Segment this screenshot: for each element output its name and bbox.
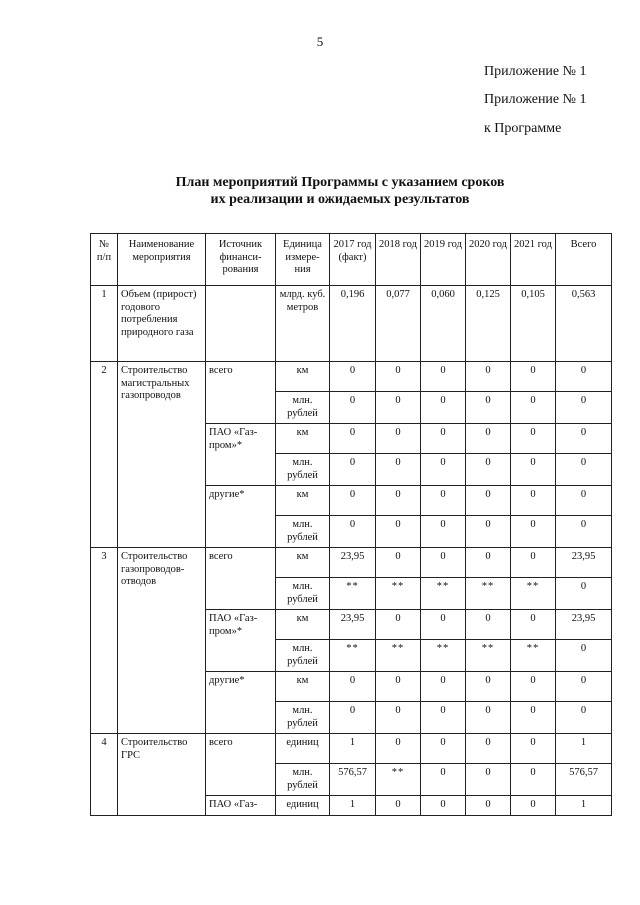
unit-cell: км [276,610,330,640]
value-total: 0 [556,702,612,734]
financing-source: всего [206,734,276,796]
value-2020: 0 [466,764,511,796]
activity-name: Строительство магистральных газопроводов [118,362,206,548]
value-2017: 23,95 [330,610,376,640]
value-2019: ** [421,640,466,672]
title-line-2: их реализации и ожидаемых результатов [210,192,470,207]
value-2017: ** [330,640,376,672]
activity-name: Строительство газопроводов-отводов [118,548,206,734]
value-2020: ** [466,640,511,672]
value-2018: 0 [376,362,421,392]
value-2019: 0 [421,796,466,816]
value-2017: 0 [330,454,376,486]
value-2018: 0 [376,610,421,640]
value-2019: 0 [421,362,466,392]
value-2020: 0 [466,672,511,702]
unit-cell: км [276,424,330,454]
value-2021: 0 [511,672,556,702]
row-num: 2 [91,362,118,548]
value-2020: 0 [466,548,511,578]
value-2017: 0 [330,424,376,454]
financing-source: другие* [206,672,276,734]
value-total: 1 [556,734,612,764]
value-2019: 0 [421,764,466,796]
header-source: Источник финанси-рования [206,234,276,286]
value-2021: 0 [511,548,556,578]
value-2021: 0 [511,702,556,734]
unit-cell: млрд. куб. метров [276,286,330,362]
unit-cell: единиц [276,796,330,816]
value-2018: 0,077 [376,286,421,362]
unit-cell: единиц [276,734,330,764]
value-2018: 0 [376,548,421,578]
header-2018: 2018 год [376,234,421,286]
unit-cell: млн. рублей [276,578,330,610]
activity-name: Объем (прирост) годового потребления природного газа [118,286,206,362]
value-2019: 0 [421,454,466,486]
value-2017: 0 [330,362,376,392]
table-row [91,734,612,764]
financing-source: всего [206,548,276,610]
appendix-label: Приложение № 1 [484,64,587,79]
header-2019: 2019 год [421,234,466,286]
value-2018: ** [376,640,421,672]
value-2018: ** [376,578,421,610]
value-2017: 1 [330,796,376,816]
value-2021: 0,105 [511,286,556,362]
value-2017: 0 [330,672,376,702]
value-2020: 0 [466,424,511,454]
value-2018: 0 [376,734,421,764]
value-2017: 576,57 [330,764,376,796]
unit-cell: км [276,548,330,578]
value-2019: 0 [421,548,466,578]
value-total: 0 [556,424,612,454]
header-2017: 2017 год (факт) [330,234,376,286]
value-2018: 0 [376,424,421,454]
value-2017: 0 [330,486,376,516]
value-total: 1 [556,796,612,816]
financing-source: всего [206,362,276,424]
value-total: 0 [556,640,612,672]
row-num: 3 [91,548,118,734]
value-2019: 0 [421,424,466,454]
value-2017: 1 [330,734,376,764]
value-total: 0 [556,516,612,548]
value-2018: 0 [376,486,421,516]
activity-name: Строительство ГРС [118,734,206,816]
value-2019: 0 [421,392,466,424]
appendix-program-label: к Программе [484,121,562,136]
value-2017: 0,196 [330,286,376,362]
header-2021: 2021 год [511,234,556,286]
value-total: 0 [556,392,612,424]
value-2019: 0 [421,734,466,764]
header-name: Наименование мероприятия [118,234,206,286]
value-2021: ** [511,640,556,672]
unit-cell: км [276,672,330,702]
value-2019: 0 [421,486,466,516]
unit-cell: млн. рублей [276,392,330,424]
value-2018: 0 [376,702,421,734]
value-2021: 0 [511,734,556,764]
unit-cell: млн. рублей [276,516,330,548]
page-number: 5 [316,34,324,49]
value-2021: 0 [511,486,556,516]
row-num: 1 [91,286,118,362]
value-2020: 0 [466,454,511,486]
value-2020: 0,125 [466,286,511,362]
table-header-row [91,234,612,286]
header-2020: 2020 год [466,234,511,286]
value-2020: 0 [466,610,511,640]
unit-cell: млн. рублей [276,702,330,734]
value-2019: 0 [421,702,466,734]
value-total: 0 [556,672,612,702]
value-2019: 0 [421,672,466,702]
appendix-label-repeat: Приложение № 1 [484,92,587,107]
value-2017: ** [330,578,376,610]
value-2021: 0 [511,796,556,816]
value-2020: 0 [466,392,511,424]
value-2020: 0 [466,516,511,548]
value-2018: 0 [376,454,421,486]
financing-source: ПАО «Газ- [206,796,276,816]
value-2019: 0 [421,610,466,640]
value-2019: 0,060 [421,286,466,362]
value-total: 0 [556,578,612,610]
value-2018: 0 [376,672,421,702]
title-line-1: План мероприятий Программы с указанием сроков [175,175,505,190]
unit-cell: млн. рублей [276,640,330,672]
value-total: 0 [556,362,612,392]
value-total: 576,57 [556,764,612,796]
value-2020: 0 [466,362,511,392]
value-2018: 0 [376,516,421,548]
value-2021: ** [511,578,556,610]
value-2020: 0 [466,486,511,516]
financing-source: другие* [206,486,276,548]
value-2017: 23,95 [330,548,376,578]
table-row [91,548,612,578]
value-2020: ** [466,578,511,610]
value-2021: 0 [511,362,556,392]
unit-cell: км [276,486,330,516]
financing-source: ПАО «Газ-пром»* [206,610,276,672]
unit-cell: млн. рублей [276,764,330,796]
value-2017: 0 [330,392,376,424]
value-2019: 0 [421,516,466,548]
value-total: 23,95 [556,548,612,578]
document-title [140,174,540,208]
value-2017: 0 [330,702,376,734]
value-2019: ** [421,578,466,610]
value-2018: 0 [376,392,421,424]
value-2018: ** [376,764,421,796]
value-2020: 0 [466,734,511,764]
table-row [91,362,612,392]
value-total: 0 [556,454,612,486]
value-2020: 0 [466,702,511,734]
unit-cell: км [276,362,330,392]
financing-source [206,286,276,362]
value-2018: 0 [376,796,421,816]
header-num: № п/п [91,234,118,286]
header-unit: Единица измере-ния [276,234,330,286]
header-total: Всего [556,234,612,286]
value-2020: 0 [466,796,511,816]
value-2017: 0 [330,516,376,548]
value-total: 0,563 [556,286,612,362]
value-total: 23,95 [556,610,612,640]
unit-cell: млн. рублей [276,454,330,486]
row-num: 4 [91,734,118,816]
value-2021: 0 [511,764,556,796]
financing-source: ПАО «Газ-пром»* [206,424,276,486]
value-2021: 0 [511,392,556,424]
value-2021: 0 [511,610,556,640]
activities-plan-table [90,233,612,816]
value-2021: 0 [511,424,556,454]
value-2021: 0 [511,516,556,548]
table-row [91,286,612,362]
value-total: 0 [556,486,612,516]
value-2021: 0 [511,454,556,486]
